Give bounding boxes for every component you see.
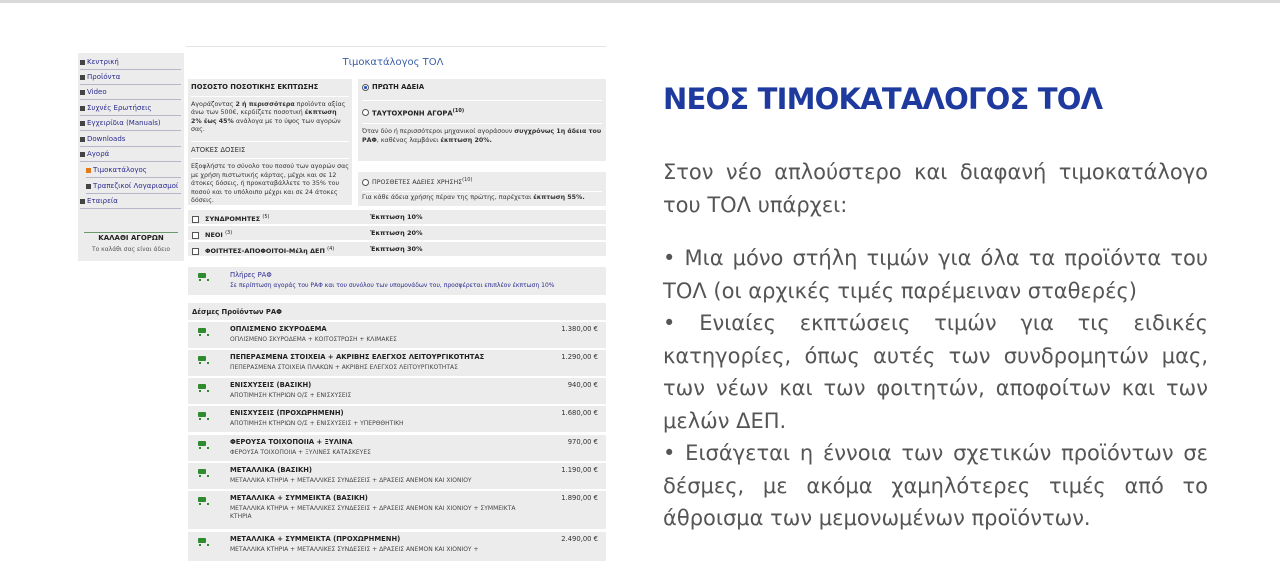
screenshot-top-rule — [186, 46, 606, 47]
radio-selected-icon[interactable] — [362, 84, 369, 91]
bundle-description: ΠΕΠΕΡΑΣΜΕΝΑ ΣΤΟΙΧΕΙΑ ΠΛΑΚΩΝ + ΑΚΡΙΒΗΣ ΕΛΕΓΧΟΣ ΛΕΙΤΟΥΡΓΙΚΟΤΗΤΑΣ — [230, 364, 458, 371]
bundle-name: ΜΕΤΑΛΛΙΚΑ (ΒΑΣΙΚΗ) — [230, 466, 313, 474]
sidebar-item-home[interactable] — [80, 55, 181, 70]
license-discount-box — [358, 79, 606, 161]
installments-text: Εξοφλήστε το σύνολο του ποσού των αγορών σας με χρήση πιστωτικής κάρτας, μέχρι και σε 12 άτοκες δόσεις, ή προκαταβάλλετε το 35% του ποσού και το υπόλοιπο μέχρι και σε 24 άτοκες δόσεις. — [191, 163, 349, 204]
simultaneous-purchase-text: Όταν δύο ή περισσότεροι μηχανικοί αγοράσουν συγχρόνως 1η άδεια του ΡΑΦ, καθένας λαμβάνει έκπτωση 20%. — [362, 128, 602, 144]
sidebar-item-label: Τιμοκατάλογος — [93, 166, 147, 174]
bundle-row — [188, 406, 606, 432]
add-to-cart-icon[interactable] — [196, 383, 207, 392]
bundle-name: ΦΕΡΟΥΣΑ ΤΟΙΧΟΠΟΙΙΑ + ΞΥΛΙΝΑ — [230, 438, 353, 446]
checkbox-icon[interactable] — [192, 248, 199, 255]
price-list-title: Τιμοκατάλογος ΤΟΛ — [342, 57, 444, 68]
sidebar-item-label: Τραπεζικοί Λογαριασμοί — [93, 182, 179, 190]
bundle-name: ΠΕΠΕΡΑΣΜΕΝΑ ΣΤΟΙΧΕΙΑ + ΑΚΡΙΒΗΣ ΕΛΕΓΧΟΣ ΛΕΙΤΟΥΡΓΙΚΟΤΗΤΑΣ — [230, 353, 485, 361]
bullet-icon — [86, 184, 91, 189]
basket-divider — [84, 232, 178, 233]
bundle-row — [188, 322, 606, 348]
bundle-row — [188, 435, 606, 461]
bullet-list — [663, 242, 1208, 535]
bundle-price: 1.680,00 € — [561, 409, 598, 417]
quantity-discount-heading: ΠΟΣΟΣΤΟ ΠΟΣΟΤΙΚΗΣ ΕΚΠΤΩΣΗΣ — [191, 83, 319, 91]
bullet-icon — [80, 60, 85, 65]
add-to-cart-icon[interactable] — [196, 468, 207, 477]
price-list-screenshot — [78, 44, 608, 561]
sidebar-item-label: Συχνές Ερωτήσεις — [87, 104, 152, 112]
sidebar-item-faq[interactable] — [80, 101, 181, 116]
bundle-price: 1.190,00 € — [561, 466, 598, 474]
quantity-discount-text: Αγοράζοντας 2 ή περισσότερα προϊόντα αξίας άνω των 500€, κερδίζετε ποσοτική έκπτωση 2% έως 45% ανάλογα με το ύψος των αγορών σας. — [191, 100, 346, 133]
bullet-icon — [80, 90, 85, 95]
bullet-icon — [80, 106, 85, 111]
discount-row-students[interactable]: ΦΟΙΤΗΤΕΣ-ΑΠΟΦΟΙΤΟΙ-Μέλη ΔΕΠ $^{(4)}$ Έκπτωση 30% — [188, 242, 606, 256]
bundle-name: ΜΕΤΑΛΛΙΚΑ + ΣΥΜΜΕΙΚΤΑ (ΒΑΣΙΚΗ) — [230, 494, 368, 502]
sidebar-menu — [78, 53, 184, 261]
bundle-row — [188, 378, 606, 404]
bundles-heading: Δέσμες Προϊόντων ΡΑΦ — [192, 308, 282, 316]
sidebar-item-label: Εγχειρίδια (Manuals) — [87, 119, 161, 127]
bundle-description: ΑΠΟΤΙΜΗΣΗ ΚΤΗΡΙΩΝ Ο/Σ + ΕΝΙΣΧΥΣΕΙΣ — [230, 392, 352, 399]
top-divider — [0, 0, 1280, 3]
bullet-item: • Ενιαίες εκπτώσεις τιμών για τις ειδικές κατηγορίες, όπως αυτές των συνδρομητών μας, των νέων και των φοιτητών, αποφοίτων και των μελών ΔΕΠ. — [663, 311, 1208, 433]
sidebar-item-label: Κεντρική — [87, 58, 119, 66]
bundle-description: ΦΕΡΟΥΣΑ ΤΟΙΧΟΠΟΙΙΑ + ΞΥΛΙΝΕΣ ΚΑΤΑΣΚΕΥΕΣ — [230, 449, 371, 456]
bundle-price: 1.890,00 € — [561, 494, 598, 502]
bundle-price: 940,00 € — [567, 381, 598, 389]
basket-title: ΚΑΛΑΘΙ ΑΓΟΡΩΝ — [98, 234, 164, 242]
bundles-header — [188, 303, 606, 320]
bundle-name: ΟΠΛΙΣΜΕΝΟ ΣΚΥΡΟΔΕΜΑ — [230, 325, 327, 333]
page-title: ΝΕΟΣ ΤΙΜΟΚΑΤΑΛΟΓΟΣ ΤΟΛ — [663, 82, 1103, 116]
add-to-cart-icon[interactable] — [196, 327, 207, 336]
bullet-icon — [80, 121, 85, 126]
basket-empty-text: Το καλάθι σας είναι άδειο — [91, 246, 171, 253]
bundle-name: ΕΝΙΣΧΥΣΕΙΣ (ΠΡΟΧΩΡΗΜΕΝΗ) — [230, 409, 344, 417]
radio-icon[interactable] — [362, 179, 369, 186]
sidebar-item-label: Εταιρεία — [87, 197, 118, 205]
bullet-item: • Εισάγεται η έννοια των σχετικών προϊόντων σε δέσμες, με ακόμα χαμηλότερες τιμές από το άθροισμα των μεμονωμένων προϊόντων. — [663, 441, 1208, 530]
intro-paragraph — [663, 156, 1208, 221]
sidebar-item-products[interactable] — [80, 70, 181, 85]
bundle-description: ΜΕΤΑΛΛΙΚΑ ΚΤΗΡΙΑ + ΜΕΤΑΛΛΙΚΕΣ ΣΥΝΔΕΣΕΙΣ + ΔΡΑΣΕΙΣ ΑΝΕΜΟΝ ΚΑΙ ΧΙΟΝΙΟΥ + — [230, 546, 479, 553]
sidebar-item-downloads[interactable] — [80, 132, 181, 147]
full-raf-row — [188, 267, 606, 295]
bullet-icon — [80, 75, 85, 80]
sidebar-item-price-list[interactable] — [86, 163, 181, 178]
extra-licenses-box — [358, 172, 606, 206]
add-to-cart-icon[interactable] — [196, 355, 207, 364]
sidebar-item-manuals[interactable] — [80, 116, 181, 131]
discount-row-subscribers[interactable]: ΣΥΝΔΡΟΜΗΤΕΣ $^{(5)}$ Έκπτωση 10% — [188, 210, 606, 224]
intro-text: Στον νέο απλούστερο και διαφανή τιμοκατάλογο του ΤΟΛ υπάρχει: — [663, 160, 1208, 217]
bundle-price: 2.490,00 € — [561, 535, 598, 543]
bundle-name: ΜΕΤΑΛΛΙΚΑ + ΣΥΜΜΕΙΚΤΑ (ΠΡΟΧΩΡΗΜΕΝΗ) — [230, 535, 401, 543]
bundle-row — [188, 350, 606, 376]
bundle-price: 1.380,00 € — [561, 325, 598, 333]
full-raf-name: Πλήρες ΡΑΦ — [230, 271, 272, 279]
bundle-row — [188, 491, 606, 529]
bullet-item: • Μια μόνο στήλη τιμών για όλα τα προϊόντα του ΤΟΛ (οι αρχικές τιμές παρέμειναν σταθερές) — [663, 246, 1208, 303]
bullet-icon — [80, 152, 85, 157]
extra-licenses-text: Για κάθε άδεια χρήσης πέραν της πρώτης, παρέχεται έκπτωση 55%. — [362, 193, 585, 201]
first-license-option[interactable]: ΠΡΩΤΗ ΑΔΕΙΑ — [362, 83, 602, 92]
sidebar-item-label: Προϊόντα — [87, 73, 121, 81]
bullet-icon — [80, 137, 85, 142]
bundle-description: ΜΕΤΑΛΛΙΚΑ ΚΤΗΡΙΑ + ΜΕΤΑΛΛΙΚΕΣ ΣΥΝΔΕΣΕΙΣ + ΔΡΑΣΕΙΣ ΑΝΕΜΟΝ ΚΑΙ ΧΙΟΝΙΟΥ — [230, 477, 472, 484]
sidebar-item-video[interactable] — [80, 85, 181, 100]
add-to-cart-icon[interactable] — [196, 537, 207, 546]
bundle-row — [188, 463, 606, 489]
simultaneous-purchase-option[interactable]: ΤΑΥΤΟΧΡΟΝΗ ΑΓΟΡΑ$^{(10)}$ — [362, 107, 602, 118]
radio-icon[interactable] — [362, 109, 369, 116]
sidebar-item-label: Video — [87, 88, 107, 96]
add-to-cart-icon[interactable] — [196, 272, 207, 281]
sidebar-item-label: Αγορά — [87, 150, 110, 158]
bullet-icon — [86, 168, 91, 173]
bundle-price: 1.290,00 € — [561, 353, 598, 361]
bundle-description: ΟΠΛΙΣΜΕΝΟ ΣΚΥΡΟΔΕΜΑ + ΚΟΙΤΟΣΤΡΩΣΗ + ΚΛΙΜΑΚΕΣ — [230, 336, 397, 343]
sidebar-item-label: Downloads — [87, 135, 126, 143]
add-to-cart-icon[interactable] — [196, 411, 207, 420]
bullet-icon — [80, 199, 85, 204]
add-to-cart-icon[interactable] — [196, 496, 207, 505]
full-raf-text: Σε περίπτωση αγοράς του ΡΑΦ και του συνόλου των υπομονάδων του, προσφέρεται επιπλέον έκπτωση 10% — [230, 282, 555, 289]
bundle-description: ΜΕΤΑΛΛΙΚΑ ΚΤΗΡΙΑ + ΜΕΤΑΛΛΙΚΕΣ ΣΥΝΔΕΣΕΙΣ + ΔΡΑΣΕΙΣ ΑΝΕΜΟΝ ΚΑΙ ΧΙΟΝΙΟΥ + ΣΥΜΜΕΙΚΤΑ ΚΤΗΡΙΑ — [230, 505, 516, 520]
bundle-description: ΑΠΟΤΙΜΗΣΗ ΚΤΗΡΙΩΝ Ο/Σ + ΕΝΙΣΧΥΣΕΙΣ + ΥΠΕΡΘΘΗΤΙΚΗ — [230, 420, 404, 427]
discount-row-young[interactable]: ΝΕΟΙ $^{(3)}$ Έκπτωση 20% — [188, 226, 606, 240]
sidebar-item-purchase[interactable] — [80, 147, 181, 162]
extra-licenses-option[interactable]: ΠΡΟΣΘΕΤΕΣ ΑΔΕΙΕΣ ΧΡΗΣΗΣ$^{(10)}$ — [362, 176, 602, 188]
quantity-discount-box — [188, 79, 352, 205]
checkbox-icon[interactable] — [192, 216, 199, 223]
bundle-row — [188, 532, 606, 561]
checkbox-icon[interactable] — [192, 232, 199, 239]
add-to-cart-icon[interactable] — [196, 440, 207, 449]
bundle-name: ΕΝΙΣΧΥΣΕΙΣ (ΒΑΣΙΚΗ) — [230, 381, 312, 389]
sidebar-item-bank-accounts[interactable] — [86, 179, 181, 194]
installments-heading: ΑΤΟΚΕΣ ΔΟΣΕΙΣ — [191, 145, 246, 154]
sidebar-item-company[interactable] — [80, 194, 181, 209]
bundle-price: 970,00 € — [567, 438, 598, 446]
